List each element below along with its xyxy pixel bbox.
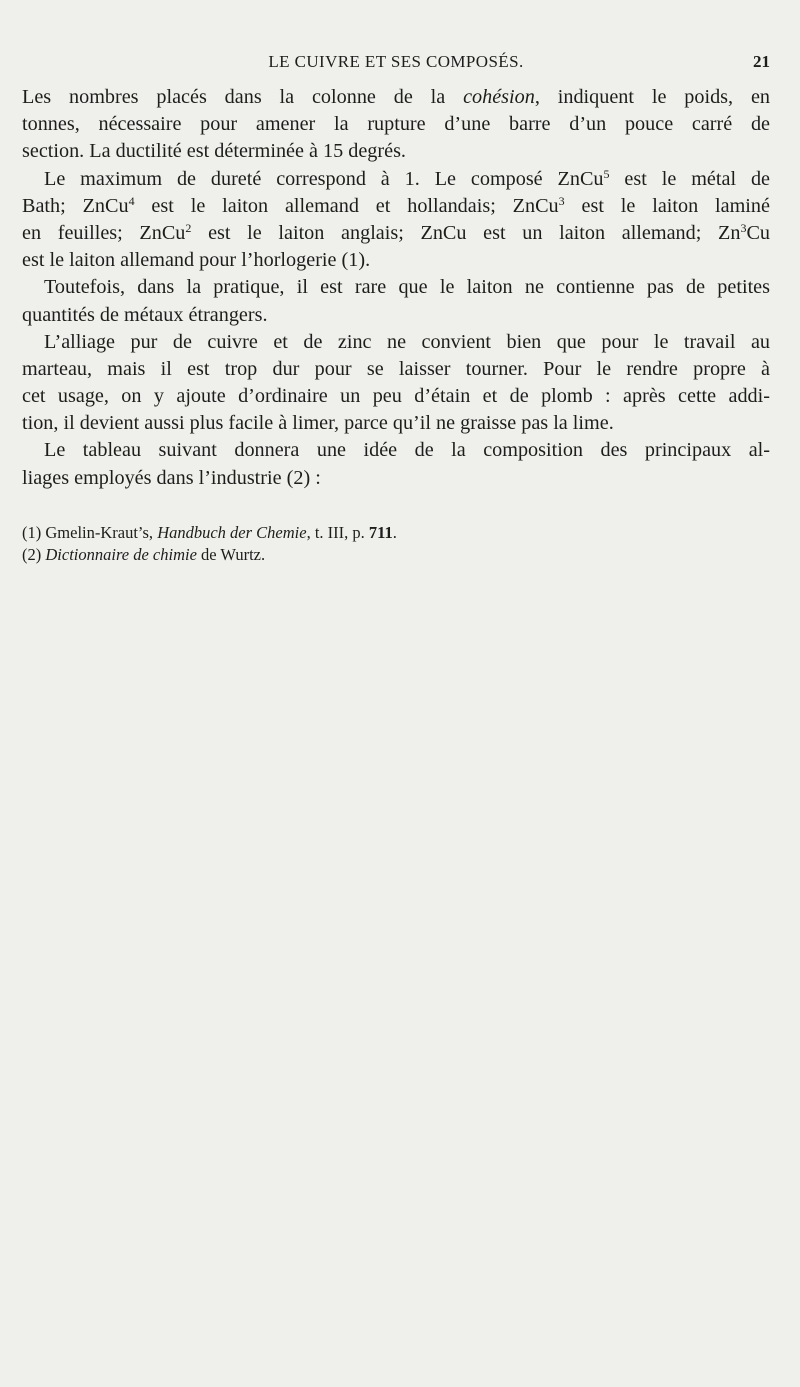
paragraph-1-line-3: section. La ductilité est déterminée à 15 degrés. [22, 140, 406, 163]
superscript: 3 [558, 193, 565, 208]
paragraph-4-line-1: L’alliage pur de cuivre et de zinc ne convient bien que pour le travail au [44, 330, 770, 353]
paragraph-2-line-2 [22, 193, 770, 220]
text-run: Le maximum de dureté correspond à 1. Le composé ZnCu [44, 167, 604, 190]
italic-term: cohésion [463, 86, 535, 108]
paragraph-5-line-2: liages employés dans l’industrie (2) : [22, 466, 321, 489]
paragraph-3-line-1: Toutefois, dans la pratique, il est rare que le laiton ne contienne pas de petites [44, 276, 770, 299]
superscript: 3 [740, 220, 747, 235]
footnote-number: (1) [22, 523, 46, 542]
body-text [22, 84, 770, 492]
text-run: . [392, 523, 397, 542]
text-run: Cu [746, 221, 770, 244]
footnote-1 [22, 522, 770, 544]
paragraph-1-line-2: tonnes, nécessaire pour amener la rupture d’une barre d’un pouce carré de [22, 113, 770, 136]
paragraph-4-line-4: tion, il devient aussi plus facile à limer, parce qu’il ne graisse pas la lime. [22, 412, 614, 435]
paragraph-4-line-2: marteau, mais il est trop dur pour se laisser tourner. Pour le rendre propre à [22, 357, 770, 380]
superscript: 4 [128, 193, 135, 208]
footnote-number: (2) [22, 545, 46, 564]
text-run: est le laiton allemand et hollandais; ZnCu [134, 194, 559, 217]
footnote-page: 711 [368, 523, 393, 542]
footnote-title: Handbuch der Chemie [157, 523, 307, 542]
text-run: est le laiton anglais; ZnCu est un laiton allemand; Zn [191, 221, 741, 244]
paragraph-4-line-3: cet usage, on y ajoute d’ordinaire un peu d’étain et de plomb : après cette addi- [22, 385, 770, 408]
footnote-2 [22, 544, 770, 566]
text-run: est le laiton laminé [564, 194, 770, 217]
text-run: Bath; ZnCu [22, 194, 129, 217]
footnotes [22, 522, 770, 566]
text-run: en feuilles; ZnCu [22, 221, 186, 244]
paragraph-2-line-1 [22, 166, 770, 193]
footnote-author: Gmelin-Kraut’s, [45, 523, 158, 542]
paragraph-1-line-1 [22, 84, 770, 111]
paragraph-5-line-1: Le tableau suivant donnera une idée de la composition des principaux al- [44, 439, 770, 462]
page-header [22, 50, 770, 76]
page-number: 21 [753, 52, 770, 71]
footnote-title: Dictionnaire de chimie [45, 545, 197, 564]
text-run: est le métal de [609, 167, 770, 190]
text-run: Les nombres placés dans la colonne de la [22, 86, 464, 108]
running-head: LE CUIVRE ET SES COMPOSÉS. [268, 52, 524, 71]
superscript: 5 [603, 166, 610, 181]
paragraph-3-line-2: quantités de métaux étrangers. [22, 303, 268, 326]
text-run: , indiquent le poids, en [534, 86, 770, 108]
superscript: 2 [185, 220, 192, 235]
paragraph-2-line-4: est le laiton allemand pour l’horlogerie (1). [22, 249, 371, 272]
text-run: , t. III, p. [306, 523, 369, 542]
text-run: de Wurtz. [196, 545, 266, 564]
paragraph-2-line-3 [22, 220, 770, 247]
